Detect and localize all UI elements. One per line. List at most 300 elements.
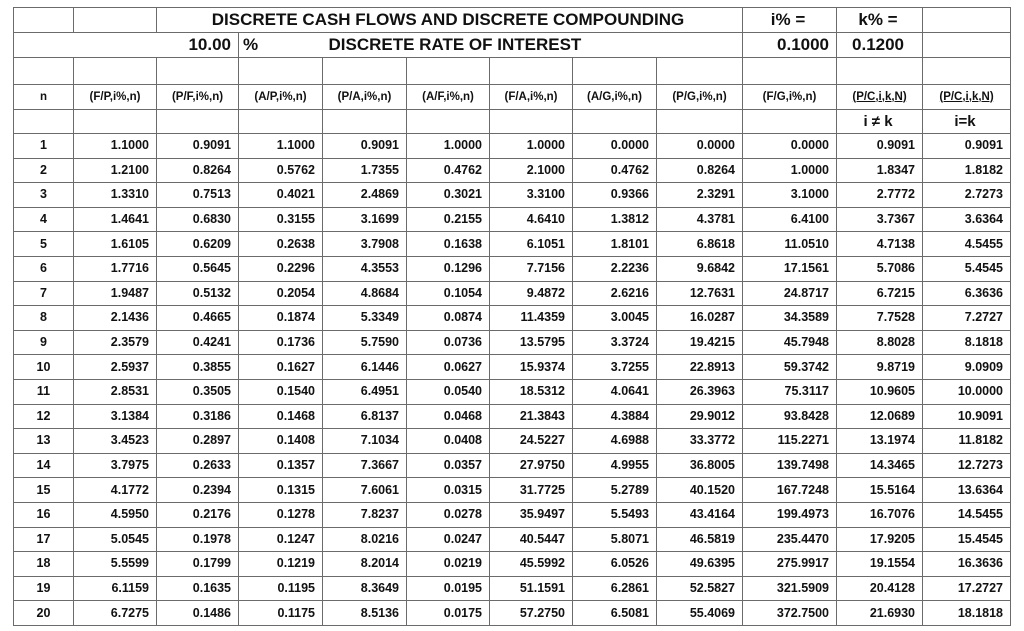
column-header[interactable]: (P/F,i%,n) [157,85,239,110]
factor-cell[interactable]: 3.1384 [74,404,157,429]
table-row [14,183,1011,208]
rate-value[interactable]: 10.00 [14,33,239,58]
factor-cell[interactable]: 7.2727 [923,306,1011,331]
column-header[interactable]: (P/A,i%,n) [323,85,407,110]
factor-cell[interactable]: 0.6209 [157,232,239,257]
factor-cell[interactable]: 6.1051 [490,232,573,257]
factor-cell[interactable]: 10.0000 [923,379,1011,404]
factor-cell[interactable]: 7.8237 [323,502,407,527]
factor-cell[interactable]: 275.9917 [743,552,837,577]
factor-cell[interactable]: 0.6830 [157,207,239,232]
factor-cell[interactable]: 1.3310 [74,183,157,208]
i-value[interactable]: 0.1000 [743,33,837,58]
factor-cell[interactable]: 18.1818 [923,601,1011,626]
period-cell[interactable]: 6 [14,256,74,281]
period-cell[interactable]: 3 [14,183,74,208]
factor-cell[interactable]: 4.0641 [573,379,657,404]
factor-cell[interactable]: 0.1468 [239,404,323,429]
factor-cell[interactable]: 0.3855 [157,355,239,380]
factor-cell[interactable]: 372.7500 [743,601,837,626]
factor-cell[interactable]: 19.4215 [657,330,743,355]
factor-cell[interactable]: 0.2394 [157,478,239,503]
table-row [14,281,1011,306]
factor-cell[interactable]: 8.5136 [323,601,407,626]
factor-cell[interactable]: 1.3812 [573,207,657,232]
factor-cell[interactable]: 3.7908 [323,232,407,257]
i-label[interactable]: i% = [743,8,837,33]
factor-cell[interactable]: 12.7631 [657,281,743,306]
factor-cell[interactable]: 9.4872 [490,281,573,306]
factor-cell[interactable]: 0.1486 [157,601,239,626]
factor-cell[interactable]: 0.1175 [239,601,323,626]
period-cell[interactable]: 7 [14,281,74,306]
factor-cell[interactable]: 8.3649 [323,576,407,601]
factor-cell[interactable]: 0.1195 [239,576,323,601]
factor-cell[interactable]: 12.0689 [837,404,923,429]
factor-cell[interactable]: 1.0000 [743,158,837,183]
factor-cell[interactable]: 1.6105 [74,232,157,257]
factor-cell[interactable]: 16.0287 [657,306,743,331]
factor-cell[interactable]: 9.8719 [837,355,923,380]
factor-cell[interactable]: 0.1736 [239,330,323,355]
factor-cell[interactable]: 0.0315 [407,478,490,503]
factor-cell[interactable]: 16.3636 [923,552,1011,577]
column-header[interactable]: (F/A,i%,n) [490,85,573,110]
factor-cell[interactable]: 6.7275 [74,601,157,626]
column-header[interactable]: (A/P,i%,n) [239,85,323,110]
cell-empty[interactable] [573,58,657,85]
cell-empty[interactable] [490,110,573,134]
factor-cell[interactable]: 0.9091 [837,134,923,159]
factor-cell[interactable]: 2.1000 [490,158,573,183]
factor-cell[interactable]: 27.9750 [490,453,573,478]
factor-cell[interactable]: 15.9374 [490,355,573,380]
factor-cell[interactable]: 4.3884 [573,404,657,429]
period-cell[interactable]: 8 [14,306,74,331]
cell-empty[interactable] [657,110,743,134]
factor-cell[interactable]: 22.8913 [657,355,743,380]
factor-cell[interactable]: 0.0195 [407,576,490,601]
factor-cell[interactable]: 8.8028 [837,330,923,355]
factor-cell[interactable]: 1.0000 [407,134,490,159]
factor-cell[interactable]: 0.1315 [239,478,323,503]
factor-cell[interactable]: 45.5992 [490,552,573,577]
factor-cell[interactable]: 52.5827 [657,576,743,601]
period-cell[interactable]: 13 [14,429,74,454]
factor-cell[interactable]: 4.5950 [74,502,157,527]
factor-cell[interactable]: 0.0000 [743,134,837,159]
title-row [14,8,1011,33]
column-header[interactable]: (F/G,i%,n) [743,85,837,110]
factor-cell[interactable]: 15.5164 [837,478,923,503]
factor-cell[interactable]: 13.1974 [837,429,923,454]
factor-cell[interactable]: 1.1000 [74,134,157,159]
factor-cell[interactable]: 33.3772 [657,429,743,454]
cell-empty[interactable] [14,58,74,85]
factor-cell[interactable]: 0.4241 [157,330,239,355]
factor-cell[interactable]: 8.1818 [923,330,1011,355]
factor-cell[interactable]: 5.8071 [573,527,657,552]
subheader-i-eq-k[interactable]: i=k [923,110,1011,134]
factor-cell[interactable]: 9.6842 [657,256,743,281]
cell-empty[interactable] [407,110,490,134]
k-value[interactable]: 0.1200 [837,33,923,58]
factor-cell[interactable]: 1.1000 [239,134,323,159]
factor-cell[interactable]: 0.5645 [157,256,239,281]
table-row [14,158,1011,183]
column-header[interactable]: (P/C,i,k,N) [923,85,1011,110]
factor-cell[interactable]: 2.3291 [657,183,743,208]
factor-cell[interactable]: 0.0540 [407,379,490,404]
factor-cell[interactable]: 1.0000 [490,134,573,159]
factor-cell[interactable]: 2.8531 [74,379,157,404]
factor-cell[interactable]: 7.3667 [323,453,407,478]
period-cell[interactable]: 12 [14,404,74,429]
factor-cell[interactable]: 0.0000 [573,134,657,159]
factor-cell[interactable]: 1.2100 [74,158,157,183]
factor-cell[interactable]: 2.2236 [573,256,657,281]
factor-cell[interactable]: 3.3100 [490,183,573,208]
factor-cell[interactable]: 0.2638 [239,232,323,257]
factor-cell[interactable]: 0.0247 [407,527,490,552]
factor-cell[interactable]: 2.3579 [74,330,157,355]
factor-cell[interactable]: 2.7772 [837,183,923,208]
cell-empty[interactable] [14,110,74,134]
factor-cell[interactable]: 0.3505 [157,379,239,404]
factor-cell[interactable]: 115.2271 [743,429,837,454]
factor-cell[interactable]: 0.0357 [407,453,490,478]
factor-cell[interactable]: 11.8182 [923,429,1011,454]
cell-empty[interactable] [407,58,490,85]
factor-cell[interactable]: 0.3021 [407,183,490,208]
factor-cell[interactable]: 0.9091 [923,134,1011,159]
factor-cell[interactable]: 0.9091 [323,134,407,159]
period-cell[interactable]: 17 [14,527,74,552]
factor-cell[interactable]: 2.7273 [923,183,1011,208]
factor-cell[interactable]: 6.2861 [573,576,657,601]
factor-cell[interactable]: 3.4523 [74,429,157,454]
table-row [14,355,1011,380]
column-header[interactable]: (A/F,i%,n) [407,85,490,110]
factor-cell[interactable]: 8.0216 [323,527,407,552]
factor-cell[interactable]: 6.0526 [573,552,657,577]
factor-cell[interactable]: 14.3465 [837,453,923,478]
factor-cell[interactable]: 16.7076 [837,502,923,527]
factor-cell[interactable]: 5.4545 [923,256,1011,281]
factor-cell[interactable]: 6.8618 [657,232,743,257]
factor-cell[interactable]: 0.1799 [157,552,239,577]
factor-cell[interactable]: 2.4869 [323,183,407,208]
factor-cell[interactable]: 3.7367 [837,207,923,232]
factor-cell[interactable]: 0.0219 [407,552,490,577]
factor-cell[interactable]: 1.8182 [923,158,1011,183]
factor-cell[interactable]: 0.2155 [407,207,490,232]
factor-cell[interactable]: 3.3724 [573,330,657,355]
factor-cell[interactable]: 21.3843 [490,404,573,429]
factor-cell[interactable]: 6.3636 [923,281,1011,306]
cell-empty[interactable] [923,8,1011,33]
factor-cell[interactable]: 0.2897 [157,429,239,454]
factor-cell[interactable]: 0.1635 [157,576,239,601]
factor-cell[interactable]: 0.0874 [407,306,490,331]
factor-cell[interactable]: 7.6061 [323,478,407,503]
factor-cell[interactable]: 40.5447 [490,527,573,552]
factor-cell[interactable]: 7.7528 [837,306,923,331]
cell-empty[interactable] [923,58,1011,85]
factor-cell[interactable]: 0.0000 [657,134,743,159]
period-cell[interactable]: 14 [14,453,74,478]
factor-cell[interactable]: 5.5493 [573,502,657,527]
factor-cell[interactable]: 51.1591 [490,576,573,601]
factor-cell[interactable]: 8.2014 [323,552,407,577]
column-header-row [14,85,1011,110]
factor-cell[interactable]: 3.7975 [74,453,157,478]
factor-cell[interactable]: 1.9487 [74,281,157,306]
period-cell[interactable]: 1 [14,134,74,159]
cell-empty[interactable] [657,58,743,85]
blank-row [14,58,1011,85]
factor-cell[interactable]: 0.1978 [157,527,239,552]
factor-cell[interactable]: 4.7138 [837,232,923,257]
factor-cell[interactable]: 4.1772 [74,478,157,503]
factor-cell[interactable]: 1.4641 [74,207,157,232]
factor-cell[interactable]: 55.4069 [657,601,743,626]
factor-cell[interactable]: 0.1627 [239,355,323,380]
factor-cell[interactable]: 3.1000 [743,183,837,208]
cell-empty[interactable] [239,58,323,85]
rate-unit[interactable]: % [239,33,323,58]
factor-cell[interactable]: 0.2296 [239,256,323,281]
cell-empty[interactable] [490,58,573,85]
factor-cell[interactable]: 24.5227 [490,429,573,454]
factor-cell[interactable]: 0.7513 [157,183,239,208]
factor-cell[interactable]: 0.1874 [239,306,323,331]
cell-empty[interactable] [239,110,323,134]
factor-cell[interactable]: 0.0736 [407,330,490,355]
factor-cell[interactable]: 3.7255 [573,355,657,380]
cell-empty[interactable] [157,58,239,85]
period-cell[interactable]: 5 [14,232,74,257]
table-row [14,601,1011,626]
factor-cell[interactable]: 13.6364 [923,478,1011,503]
factor-cell[interactable]: 0.8264 [657,158,743,183]
cell-empty[interactable] [74,58,157,85]
table-row [14,478,1011,503]
table-row [14,576,1011,601]
factor-cell[interactable]: 4.8684 [323,281,407,306]
factor-cell[interactable]: 321.5909 [743,576,837,601]
factor-cell[interactable]: 0.1540 [239,379,323,404]
factor-cell[interactable]: 3.0045 [573,306,657,331]
factor-cell[interactable]: 0.1054 [407,281,490,306]
factor-cell[interactable]: 5.2789 [573,478,657,503]
cell-empty[interactable] [743,110,837,134]
factor-cell[interactable]: 6.1159 [74,576,157,601]
factor-cell[interactable]: 10.9091 [923,404,1011,429]
factor-cell[interactable]: 0.1408 [239,429,323,454]
factor-cell[interactable]: 167.7248 [743,478,837,503]
factor-cell[interactable]: 0.2176 [157,502,239,527]
factor-cell[interactable]: 0.0408 [407,429,490,454]
factor-cell[interactable]: 199.4973 [743,502,837,527]
column-header[interactable]: (P/C,i,k,N) [837,85,923,110]
factor-cell[interactable]: 0.2054 [239,281,323,306]
factor-cell[interactable]: 6.8137 [323,404,407,429]
period-cell[interactable]: 15 [14,478,74,503]
factor-cell[interactable]: 7.7156 [490,256,573,281]
factor-cell[interactable]: 0.8264 [157,158,239,183]
factor-cell[interactable]: 9.0909 [923,355,1011,380]
factor-cell[interactable]: 0.0468 [407,404,490,429]
factor-cell[interactable]: 11.0510 [743,232,837,257]
period-cell[interactable]: 20 [14,601,74,626]
factor-cell[interactable]: 0.0175 [407,601,490,626]
factor-cell[interactable]: 57.2750 [490,601,573,626]
factor-cell[interactable]: 35.9497 [490,502,573,527]
factor-cell[interactable]: 31.7725 [490,478,573,503]
factor-cell[interactable]: 24.8717 [743,281,837,306]
cell-empty[interactable] [743,58,837,85]
factor-cell[interactable]: 29.9012 [657,404,743,429]
factor-cell[interactable]: 5.7590 [323,330,407,355]
period-cell[interactable]: 18 [14,552,74,577]
factor-cell[interactable]: 0.4762 [573,158,657,183]
factor-cell[interactable]: 75.3117 [743,379,837,404]
factor-cell[interactable]: 5.7086 [837,256,923,281]
factor-cell[interactable]: 2.1436 [74,306,157,331]
factor-cell[interactable]: 1.7355 [323,158,407,183]
factor-cell[interactable]: 0.1247 [239,527,323,552]
factor-cell[interactable]: 93.8428 [743,404,837,429]
factor-cell[interactable]: 18.5312 [490,379,573,404]
factor-cell[interactable]: 17.2727 [923,576,1011,601]
factor-cell[interactable]: 4.3553 [323,256,407,281]
factor-cell[interactable]: 0.1278 [239,502,323,527]
factor-cell[interactable]: 0.9091 [157,134,239,159]
factor-cell[interactable]: 0.5762 [239,158,323,183]
factor-cell[interactable]: 5.5599 [74,552,157,577]
factor-cell[interactable]: 59.3742 [743,355,837,380]
period-cell[interactable]: 10 [14,355,74,380]
factor-cell[interactable]: 2.5937 [74,355,157,380]
subheader-i-neq-k[interactable]: i ≠ k [837,110,923,134]
period-cell[interactable]: 11 [14,379,74,404]
factor-cell[interactable]: 0.4762 [407,158,490,183]
factor-cell[interactable]: 6.5081 [573,601,657,626]
factor-cell[interactable]: 11.4359 [490,306,573,331]
cell-empty[interactable] [74,8,157,33]
factor-cell[interactable]: 10.9605 [837,379,923,404]
factor-cell[interactable]: 13.5795 [490,330,573,355]
column-header[interactable]: (P/G,i%,n) [657,85,743,110]
factor-cell[interactable]: 5.0545 [74,527,157,552]
cell-empty[interactable] [323,110,407,134]
factor-cell[interactable]: 43.4164 [657,502,743,527]
factor-cell[interactable]: 0.0627 [407,355,490,380]
period-cell[interactable]: 19 [14,576,74,601]
factor-cell[interactable]: 6.1446 [323,355,407,380]
factor-cell[interactable]: 36.8005 [657,453,743,478]
factor-cell[interactable]: 2.6216 [573,281,657,306]
factor-cell[interactable]: 4.9955 [573,453,657,478]
factor-cell[interactable]: 0.2633 [157,453,239,478]
cell-empty[interactable] [923,33,1011,58]
factor-cell[interactable]: 26.3963 [657,379,743,404]
factor-cell[interactable]: 0.4665 [157,306,239,331]
factor-cell[interactable]: 12.7273 [923,453,1011,478]
factor-cell[interactable]: 0.4021 [239,183,323,208]
factor-cell[interactable]: 0.9366 [573,183,657,208]
factor-cell[interactable]: 6.7215 [837,281,923,306]
factor-cell[interactable]: 14.5455 [923,502,1011,527]
factor-cell[interactable]: 1.8347 [837,158,923,183]
period-cell[interactable]: 9 [14,330,74,355]
factor-cell[interactable]: 5.3349 [323,306,407,331]
k-label[interactable]: k% = [837,8,923,33]
factor-cell[interactable]: 3.1699 [323,207,407,232]
factor-cell[interactable]: 0.3155 [239,207,323,232]
factor-cell[interactable]: 1.8101 [573,232,657,257]
factor-cell[interactable]: 1.7716 [74,256,157,281]
factor-cell[interactable]: 21.6930 [837,601,923,626]
cell-empty[interactable] [837,58,923,85]
factor-cell[interactable]: 139.7498 [743,453,837,478]
cell-empty[interactable] [323,58,407,85]
factor-cell[interactable]: 3.6364 [923,207,1011,232]
factor-cell[interactable]: 17.1561 [743,256,837,281]
cell-empty[interactable] [74,110,157,134]
column-header-n[interactable]: n [14,85,74,110]
factor-cell[interactable]: 20.4128 [837,576,923,601]
factor-cell[interactable]: 46.5819 [657,527,743,552]
period-cell[interactable]: 2 [14,158,74,183]
factor-cell[interactable]: 7.1034 [323,429,407,454]
factor-cell[interactable]: 6.4951 [323,379,407,404]
factor-cell[interactable]: 49.6395 [657,552,743,577]
table-row [14,552,1011,577]
factor-cell[interactable]: 0.1219 [239,552,323,577]
factor-cell[interactable]: 0.3186 [157,404,239,429]
period-cell[interactable]: 4 [14,207,74,232]
factor-cell[interactable]: 40.1520 [657,478,743,503]
cell-empty[interactable] [573,110,657,134]
factor-cell[interactable]: 0.1357 [239,453,323,478]
factor-cell[interactable]: 19.1554 [837,552,923,577]
factor-cell[interactable]: 235.4470 [743,527,837,552]
factor-cell[interactable]: 0.1638 [407,232,490,257]
factor-cell[interactable]: 4.6410 [490,207,573,232]
factor-cell[interactable]: 4.5455 [923,232,1011,257]
column-header[interactable]: (F/P,i%,n) [74,85,157,110]
factor-cell[interactable]: 17.9205 [837,527,923,552]
cell-empty[interactable] [157,110,239,134]
column-header[interactable]: (A/G,i%,n) [573,85,657,110]
rate-label[interactable]: DISCRETE RATE OF INTEREST [323,33,743,58]
factor-cell[interactable]: 0.0278 [407,502,490,527]
factor-cell[interactable]: 4.3781 [657,207,743,232]
period-cell[interactable]: 16 [14,502,74,527]
factor-cell[interactable]: 45.7948 [743,330,837,355]
factor-cell[interactable]: 34.3589 [743,306,837,331]
subheader-row [14,110,1011,134]
table-title[interactable]: DISCRETE CASH FLOWS AND DISCRETE COMPOUNDING [157,8,743,33]
factor-cell[interactable]: 15.4545 [923,527,1011,552]
cell-empty[interactable] [14,8,74,33]
factor-cell[interactable]: 0.1296 [407,256,490,281]
factor-cell[interactable]: 0.5132 [157,281,239,306]
factor-cell[interactable]: 4.6988 [573,429,657,454]
factor-cell[interactable]: 6.4100 [743,207,837,232]
